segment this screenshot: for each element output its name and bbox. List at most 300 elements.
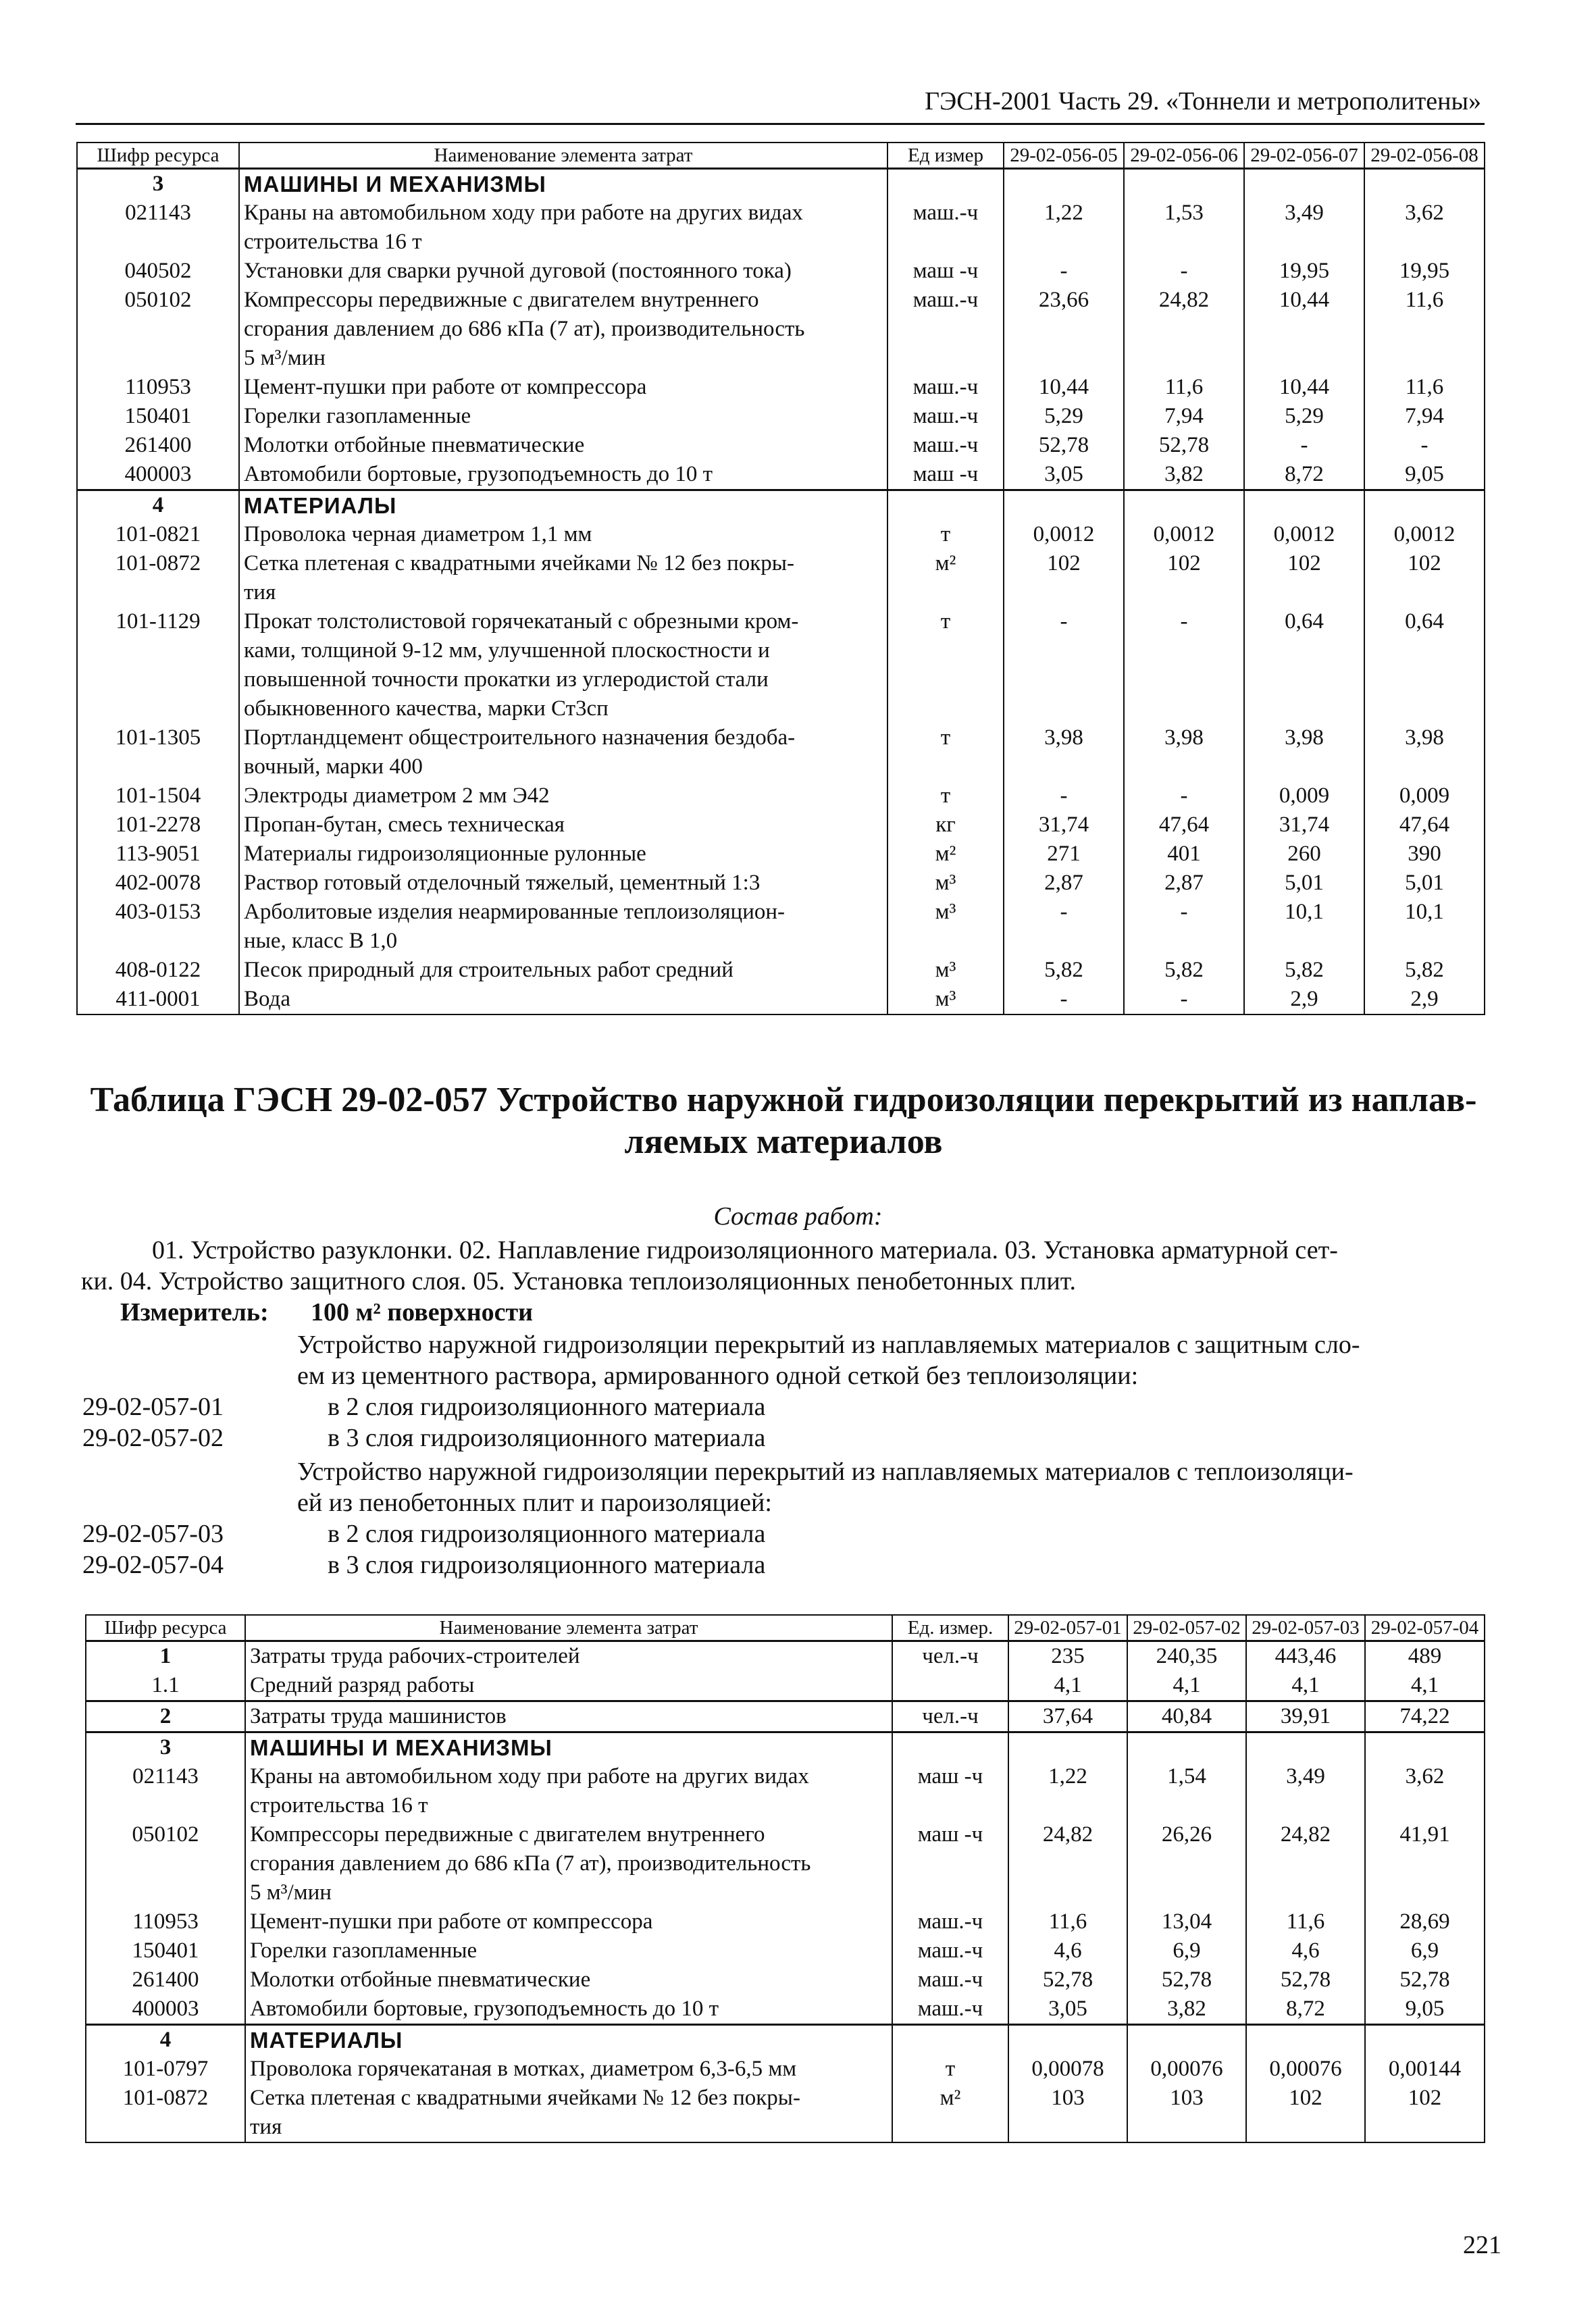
unit-cell: чел.-ч — [892, 1701, 1008, 1732]
resource-code: 021143 — [77, 199, 239, 257]
value-cell: 7,94 — [1364, 402, 1485, 431]
value-cell: 5,29 — [1244, 402, 1364, 431]
unit-cell: маш -ч — [887, 460, 1004, 490]
resource-name-line: Автомобили бортовые, грузоподъемность до 10 т — [244, 462, 713, 486]
table-row — [77, 985, 1485, 1014]
resource-code: 1.1 — [86, 1671, 245, 1701]
value-cell: 10,1 — [1244, 898, 1364, 956]
value-cell: 0,0012 — [1004, 520, 1124, 549]
value-cell: 10,44 — [1244, 286, 1364, 373]
value-cell: 19,95 — [1364, 257, 1485, 286]
resource-name — [245, 1820, 892, 1907]
value-cell: 23,66 — [1004, 286, 1124, 373]
resource-name — [239, 840, 887, 869]
meter-value: 100 м² поверхности — [311, 1298, 534, 1327]
column-header: Ед. измер. — [892, 1615, 1008, 1641]
value-cell: 47,64 — [1364, 811, 1485, 840]
value-cell: 10,44 — [1244, 373, 1364, 402]
resource-name — [239, 373, 887, 402]
section-title: МАШИНЫ И МЕХАНИЗМЫ — [239, 169, 887, 199]
header-rule — [76, 123, 1485, 125]
value-cell: 240,35 — [1127, 1641, 1246, 1672]
resource-name — [239, 898, 887, 956]
value-cell: 0,64 — [1244, 607, 1364, 723]
value-cell: 3,05 — [1008, 1995, 1127, 2025]
resource-name-line: Средний разряд работы — [250, 1673, 475, 1697]
value-cell: 102 — [1244, 549, 1364, 607]
resource-name-line: Прокат толстолистовой горячекатаный с обрезными кром- — [244, 609, 799, 634]
table-row — [86, 1936, 1485, 1965]
value-cell: 0,0012 — [1364, 520, 1485, 549]
value-cell: - — [1004, 985, 1124, 1014]
value-cell: 260 — [1244, 840, 1364, 869]
value-cell: 3,98 — [1364, 723, 1485, 781]
empty-cell — [1364, 490, 1485, 521]
unit-cell: м² — [892, 2084, 1008, 2142]
value-cell: 37,64 — [1008, 1701, 1127, 1732]
resource-code: 402-0078 — [77, 869, 239, 898]
value-cell: 11,6 — [1246, 1907, 1365, 1936]
value-cell: - — [1004, 607, 1124, 723]
value-cell: 24,82 — [1246, 1820, 1365, 1907]
resource-code: 101-1129 — [77, 607, 239, 723]
value-cell: 4,1 — [1127, 1671, 1246, 1701]
value-cell: 40,84 — [1127, 1701, 1246, 1732]
unit-cell: маш.-ч — [887, 402, 1004, 431]
value-cell: 26,26 — [1127, 1820, 1246, 1907]
table-row — [77, 898, 1485, 956]
column-header: 29-02-056-05 — [1004, 143, 1124, 169]
unit-cell: маш.-ч — [892, 1965, 1008, 1995]
unit-cell: т — [887, 607, 1004, 723]
resource-code: 101-0797 — [86, 2055, 245, 2084]
value-cell: 28,69 — [1365, 1907, 1485, 1936]
resource-name-line: Горелки газопламенные — [250, 1938, 478, 1963]
value-cell: 6,9 — [1365, 1936, 1485, 1965]
section-row — [86, 1701, 1485, 1732]
resource-name — [239, 956, 887, 985]
resource-name-line: Молотки отбойные пневматические — [244, 433, 585, 457]
resource-name — [239, 811, 887, 840]
resource-name-line: Проволока горячекатаная в мотках, диаметром 6,3-6,5 мм — [250, 2057, 797, 2081]
resource-code: 110953 — [77, 373, 239, 402]
table-row — [77, 373, 1485, 402]
empty-cell — [1004, 169, 1124, 199]
value-cell: 102 — [1365, 2084, 1485, 2142]
resource-name-line: Сетка плетеная с квадратными ячейками № 12 без покры- — [250, 2086, 800, 2110]
value-cell: 489 — [1365, 1641, 1485, 1672]
value-cell: 5,82 — [1364, 956, 1485, 985]
resource-name-line: Автомобили бортовые, грузоподъемность до 10 т — [250, 1997, 719, 2021]
value-cell: - — [1124, 257, 1244, 286]
value-cell: 1,53 — [1124, 199, 1244, 257]
value-cell: 102 — [1124, 549, 1244, 607]
table-row — [86, 1820, 1485, 1907]
table-row — [86, 1671, 1485, 1701]
resource-name-line: тия — [244, 580, 276, 605]
resource-name-line: Раствор готовый отделочный тяжелый, цементный 1:3 — [244, 871, 761, 895]
resource-code: 411-0001 — [77, 985, 239, 1014]
section-number: 4 — [86, 2025, 245, 2055]
value-cell: 8,72 — [1246, 1995, 1365, 2025]
item-text: в 3 слоя гидроизоляционного материала — [328, 1424, 766, 1452]
column-header: 29-02-056-07 — [1244, 143, 1364, 169]
resource-name-line: Портландцемент общестроительного назначения бездоба- — [244, 725, 796, 750]
value-cell: 31,74 — [1004, 811, 1124, 840]
unit-cell: т — [887, 781, 1004, 811]
unit-cell: м² — [887, 549, 1004, 607]
resource-name-line: Проволока черная диаметром 1,1 мм — [244, 522, 592, 546]
value-cell: 5,01 — [1364, 869, 1485, 898]
value-cell: 2,87 — [1004, 869, 1124, 898]
works-line-2: ки. 04. Устройство защитного слоя. 05. Установка теплоизоляционных пенобетонных плит. — [81, 1267, 1077, 1295]
group2-line-2: ей из пенобетонных плит и пароизоляцией: — [297, 1489, 772, 1517]
value-cell: 3,62 — [1365, 1762, 1485, 1820]
value-cell: 41,91 — [1365, 1820, 1485, 1907]
empty-cell — [1127, 2025, 1246, 2055]
value-cell: 3,82 — [1127, 1995, 1246, 2025]
resource-name-line: Компрессоры передвижные с двигателем внутреннего — [244, 288, 759, 312]
section-number: 2 — [86, 1701, 245, 1732]
table-row — [77, 811, 1485, 840]
value-cell: 52,78 — [1008, 1965, 1127, 1995]
unit-cell: маш.-ч — [887, 286, 1004, 373]
value-cell: 0,00076 — [1246, 2055, 1365, 2084]
resource-name-line: 5 м³/мин — [244, 346, 326, 370]
table-row — [86, 1907, 1485, 1936]
item-text: в 2 слоя гидроизоляционного материала — [328, 1520, 766, 1548]
unit-cell: т — [887, 520, 1004, 549]
value-cell: 3,98 — [1244, 723, 1364, 781]
resource-code: 101-2278 — [77, 811, 239, 840]
value-cell: 0,009 — [1364, 781, 1485, 811]
section-row — [86, 1732, 1485, 1763]
resource-name — [239, 460, 887, 490]
group2-line-1: Устройство наружной гидроизоляции перекрытий из наплавляемых материалов с теплоизоляци- — [297, 1458, 1354, 1486]
resource-name-line: Цемент-пушки при работе от компрессора — [244, 375, 647, 399]
resource-code: 400003 — [77, 460, 239, 490]
empty-cell — [1246, 2025, 1365, 2055]
column-header: 29-02-056-08 — [1364, 143, 1485, 169]
value-cell: 31,74 — [1244, 811, 1364, 840]
unit-cell: маш.-ч — [892, 1907, 1008, 1936]
value-cell: 271 — [1004, 840, 1124, 869]
value-cell: 11,6 — [1364, 373, 1485, 402]
resource-code: 101-1504 — [77, 781, 239, 811]
resource-name-line: Материалы гидроизоляционные рулонные — [244, 842, 646, 866]
value-cell: 52,78 — [1246, 1965, 1365, 1995]
value-cell: 1,22 — [1004, 199, 1124, 257]
value-cell: 3,62 — [1364, 199, 1485, 257]
value-cell: 19,95 — [1244, 257, 1364, 286]
resource-name-line: Песок природный для строительных работ средний — [244, 958, 733, 982]
empty-cell — [1365, 1732, 1485, 1763]
section-number: 1 — [86, 1641, 245, 1672]
empty-cell — [1008, 2025, 1127, 2055]
resource-code: 408-0122 — [77, 956, 239, 985]
resource-name-line: строительства 16 т — [250, 1793, 428, 1818]
resource-name-line: сгорания давлением до 686 кПа (7 ат), производительность — [244, 317, 805, 341]
item-text: в 2 слоя гидроизоляционного материала — [328, 1393, 766, 1421]
empty-cell — [1008, 1732, 1127, 1763]
works-heading: Состав работ: — [713, 1202, 883, 1231]
resource-name — [239, 402, 887, 431]
resource-name — [245, 2084, 892, 2142]
value-cell: 4,6 — [1008, 1936, 1127, 1965]
value-cell: 74,22 — [1365, 1701, 1485, 1732]
item-code: 29-02-057-03 — [82, 1520, 224, 1548]
resource-name — [245, 1671, 892, 1701]
value-cell: 2,9 — [1244, 985, 1364, 1014]
value-cell: 3,05 — [1004, 460, 1124, 490]
table-row — [77, 199, 1485, 257]
value-cell: 24,82 — [1008, 1820, 1127, 1907]
value-cell: 3,49 — [1244, 199, 1364, 257]
resource-name — [245, 1762, 892, 1820]
table-row — [86, 1965, 1485, 1995]
unit-cell: маш -ч — [892, 1762, 1008, 1820]
value-cell: 443,46 — [1246, 1641, 1365, 1672]
resource-name — [239, 199, 887, 257]
table-row — [86, 1995, 1485, 2025]
resource-name-line: ные, класс В 1,0 — [244, 929, 398, 953]
value-cell: 4,1 — [1365, 1671, 1485, 1701]
value-cell: - — [1364, 431, 1485, 460]
value-cell: 8,72 — [1244, 460, 1364, 490]
unit-cell: маш -ч — [887, 257, 1004, 286]
resource-table-057 — [85, 1614, 1485, 2143]
value-cell: 11,6 — [1364, 286, 1485, 373]
value-cell: 10,1 — [1364, 898, 1485, 956]
table-row — [77, 869, 1485, 898]
value-cell: 3,82 — [1124, 460, 1244, 490]
section-title: Затраты труда машинистов — [245, 1701, 892, 1732]
value-cell: 0,0012 — [1124, 520, 1244, 549]
table-row — [77, 460, 1485, 490]
column-header: 29-02-057-01 — [1008, 1615, 1127, 1641]
resource-code: 403-0153 — [77, 898, 239, 956]
empty-cell — [1124, 490, 1244, 521]
unit-cell: маш.-ч — [887, 373, 1004, 402]
value-cell: 5,82 — [1004, 956, 1124, 985]
group1-line-2: ем из цементного раствора, армированного одной сеткой без теплоизоляции: — [297, 1362, 1139, 1390]
value-cell: 103 — [1127, 2084, 1246, 2142]
table-row — [86, 1762, 1485, 1820]
resource-code: 050102 — [77, 286, 239, 373]
section-title: МАТЕРИАЛЫ — [245, 2025, 892, 2055]
resource-name — [239, 520, 887, 549]
value-cell: 11,6 — [1124, 373, 1244, 402]
empty-cell — [1244, 490, 1364, 521]
value-cell: 3,98 — [1124, 723, 1244, 781]
column-header: 29-02-057-02 — [1127, 1615, 1246, 1641]
column-header: 29-02-057-04 — [1365, 1615, 1485, 1641]
value-cell: 102 — [1364, 549, 1485, 607]
resource-name-line: Краны на автомобильном ходу при работе на других видах — [244, 201, 803, 225]
resource-name — [239, 985, 887, 1014]
value-cell: 7,94 — [1124, 402, 1244, 431]
resource-code: 101-1305 — [77, 723, 239, 781]
resource-name — [245, 1907, 892, 1936]
table-row — [77, 520, 1485, 549]
resource-table-056 — [76, 142, 1485, 1015]
value-cell: - — [1124, 781, 1244, 811]
column-header: Наименование элемента затрат — [239, 143, 887, 169]
value-cell: 0,0012 — [1244, 520, 1364, 549]
unit-cell: маш.-ч — [887, 199, 1004, 257]
value-cell: 0,64 — [1364, 607, 1485, 723]
resource-code: 261400 — [77, 431, 239, 460]
running-header: ГЭСН-2001 Часть 29. «Тоннели и метрополитены» — [925, 87, 1481, 115]
section-title: Затраты труда рабочих-строителей — [245, 1641, 892, 1672]
table-row — [77, 402, 1485, 431]
value-cell: 2,87 — [1124, 869, 1244, 898]
group1-line-1: Устройство наружной гидроизоляции перекрытий из наплавляемых материалов с защитным сло- — [297, 1331, 1360, 1359]
section-row — [86, 2025, 1485, 2055]
resource-name — [245, 2055, 892, 2084]
value-cell: 4,1 — [1246, 1671, 1365, 1701]
table-title-line2: ляемых материалов — [624, 1123, 943, 1161]
resource-name-line: обыкновенного качества, марки Ст3сп — [244, 696, 609, 721]
value-cell: 52,78 — [1124, 431, 1244, 460]
table-title-line1: Таблица ГЭСН 29-02-057 Устройство наружной гидроизоляции перекрытий из наплав- — [90, 1081, 1477, 1119]
unit-cell: м³ — [887, 869, 1004, 898]
value-cell: 52,78 — [1127, 1965, 1246, 1995]
value-cell: 5,01 — [1244, 869, 1364, 898]
value-cell: 39,91 — [1246, 1701, 1365, 1732]
value-cell: - — [1124, 898, 1244, 956]
value-cell: - — [1004, 898, 1124, 956]
page-number: 221 — [1463, 2231, 1501, 2259]
value-cell: - — [1244, 431, 1364, 460]
resource-name — [239, 607, 887, 723]
empty-cell — [892, 2025, 1008, 2055]
unit-cell: кг — [887, 811, 1004, 840]
resource-code: 110953 — [86, 1907, 245, 1936]
empty-cell — [1364, 169, 1485, 199]
resource-name-line: тия — [250, 2115, 282, 2139]
value-cell: 3,49 — [1246, 1762, 1365, 1820]
resource-name-line: Горелки газопламенные — [244, 404, 471, 428]
item-code: 29-02-057-04 — [82, 1551, 224, 1579]
unit-cell: м³ — [887, 985, 1004, 1014]
resource-name-line: Цемент-пушки при работе от компрессора — [250, 1909, 653, 1934]
value-cell: 4,6 — [1246, 1936, 1365, 1965]
value-cell: 52,78 — [1004, 431, 1124, 460]
section-row — [77, 490, 1485, 521]
unit-cell: м² — [887, 840, 1004, 869]
empty-cell — [1244, 169, 1364, 199]
value-cell: 5,82 — [1124, 956, 1244, 985]
section-number: 3 — [77, 169, 239, 199]
value-cell: 235 — [1008, 1641, 1127, 1672]
section-title: МАТЕРИАЛЫ — [239, 490, 887, 521]
table-row — [77, 431, 1485, 460]
resource-code: 150401 — [86, 1936, 245, 1965]
value-cell: 1,22 — [1008, 1762, 1127, 1820]
empty-cell — [887, 169, 1004, 199]
value-cell: 0,00076 — [1127, 2055, 1246, 2084]
resource-name-line: Пропан-бутан, смесь техническая — [244, 813, 565, 837]
item-code: 29-02-057-02 — [82, 1424, 224, 1452]
column-header: Шифр ресурса — [86, 1615, 245, 1641]
resource-name-line: 5 м³/мин — [250, 1880, 332, 1905]
value-cell: 401 — [1124, 840, 1244, 869]
unit-cell: маш.-ч — [892, 1936, 1008, 1965]
value-cell: 5,29 — [1004, 402, 1124, 431]
resource-name — [239, 549, 887, 607]
value-cell: 390 — [1364, 840, 1485, 869]
empty-cell — [1246, 1732, 1365, 1763]
section-row — [86, 1641, 1485, 1672]
resource-code: 101-0872 — [86, 2084, 245, 2142]
value-cell: 1,54 — [1127, 1762, 1246, 1820]
value-cell: 0,00144 — [1365, 2055, 1485, 2084]
section-row — [77, 169, 1485, 199]
resource-name — [239, 869, 887, 898]
table-title — [81, 1079, 1486, 1163]
section-title: МАШИНЫ И МЕХАНИЗМЫ — [245, 1732, 892, 1763]
table-row — [86, 2055, 1485, 2084]
value-cell: 5,82 — [1244, 956, 1364, 985]
empty-cell — [892, 1732, 1008, 1763]
unit-cell: маш.-ч — [887, 431, 1004, 460]
resource-name — [245, 1995, 892, 2025]
value-cell: 9,05 — [1365, 1995, 1485, 2025]
value-cell: 6,9 — [1127, 1936, 1246, 1965]
value-cell: 102 — [1246, 2084, 1365, 2142]
value-cell: 11,6 — [1008, 1907, 1127, 1936]
column-header: Ед измер — [887, 143, 1004, 169]
empty-cell — [1124, 169, 1244, 199]
resource-code: 021143 — [86, 1762, 245, 1820]
unit-cell: м³ — [887, 956, 1004, 985]
resource-name-line: сгорания давлением до 686 кПа (7 ат), производительность — [250, 1851, 811, 1876]
value-cell: 13,04 — [1127, 1907, 1246, 1936]
unit-cell: чел.-ч — [892, 1641, 1008, 1672]
value-cell: 2,9 — [1364, 985, 1485, 1014]
item-text: в 3 слоя гидроизоляционного материала — [328, 1551, 766, 1579]
value-cell: 103 — [1008, 2084, 1127, 2142]
resource-name-line: Компрессоры передвижные с двигателем внутреннего — [250, 1822, 765, 1847]
value-cell: 47,64 — [1124, 811, 1244, 840]
unit-cell: м³ — [887, 898, 1004, 956]
table-row — [77, 781, 1485, 811]
unit-cell: т — [887, 723, 1004, 781]
value-cell: - — [1004, 257, 1124, 286]
resource-name-line: Электроды диаметром 2 мм Э42 — [244, 783, 550, 808]
section-number: 4 — [77, 490, 239, 521]
value-cell: - — [1124, 607, 1244, 723]
column-header: Шифр ресурса — [77, 143, 239, 169]
value-cell: 0,009 — [1244, 781, 1364, 811]
table-row — [77, 549, 1485, 607]
empty-cell — [887, 490, 1004, 521]
resource-code: 101-0872 — [77, 549, 239, 607]
resource-name-line: Арболитовые изделия неармированные теплоизоляцион- — [244, 900, 786, 924]
empty-cell — [1365, 2025, 1485, 2055]
table-row — [77, 956, 1485, 985]
resource-name-line: строительства 16 т — [244, 230, 422, 254]
value-cell: 24,82 — [1124, 286, 1244, 373]
table-row — [77, 840, 1485, 869]
table-row — [86, 2084, 1485, 2142]
value-cell: 52,78 — [1365, 1965, 1485, 1995]
resource-code: 150401 — [77, 402, 239, 431]
unit-cell: т — [892, 2055, 1008, 2084]
resource-name — [245, 1965, 892, 1995]
column-header: 29-02-057-03 — [1246, 1615, 1365, 1641]
